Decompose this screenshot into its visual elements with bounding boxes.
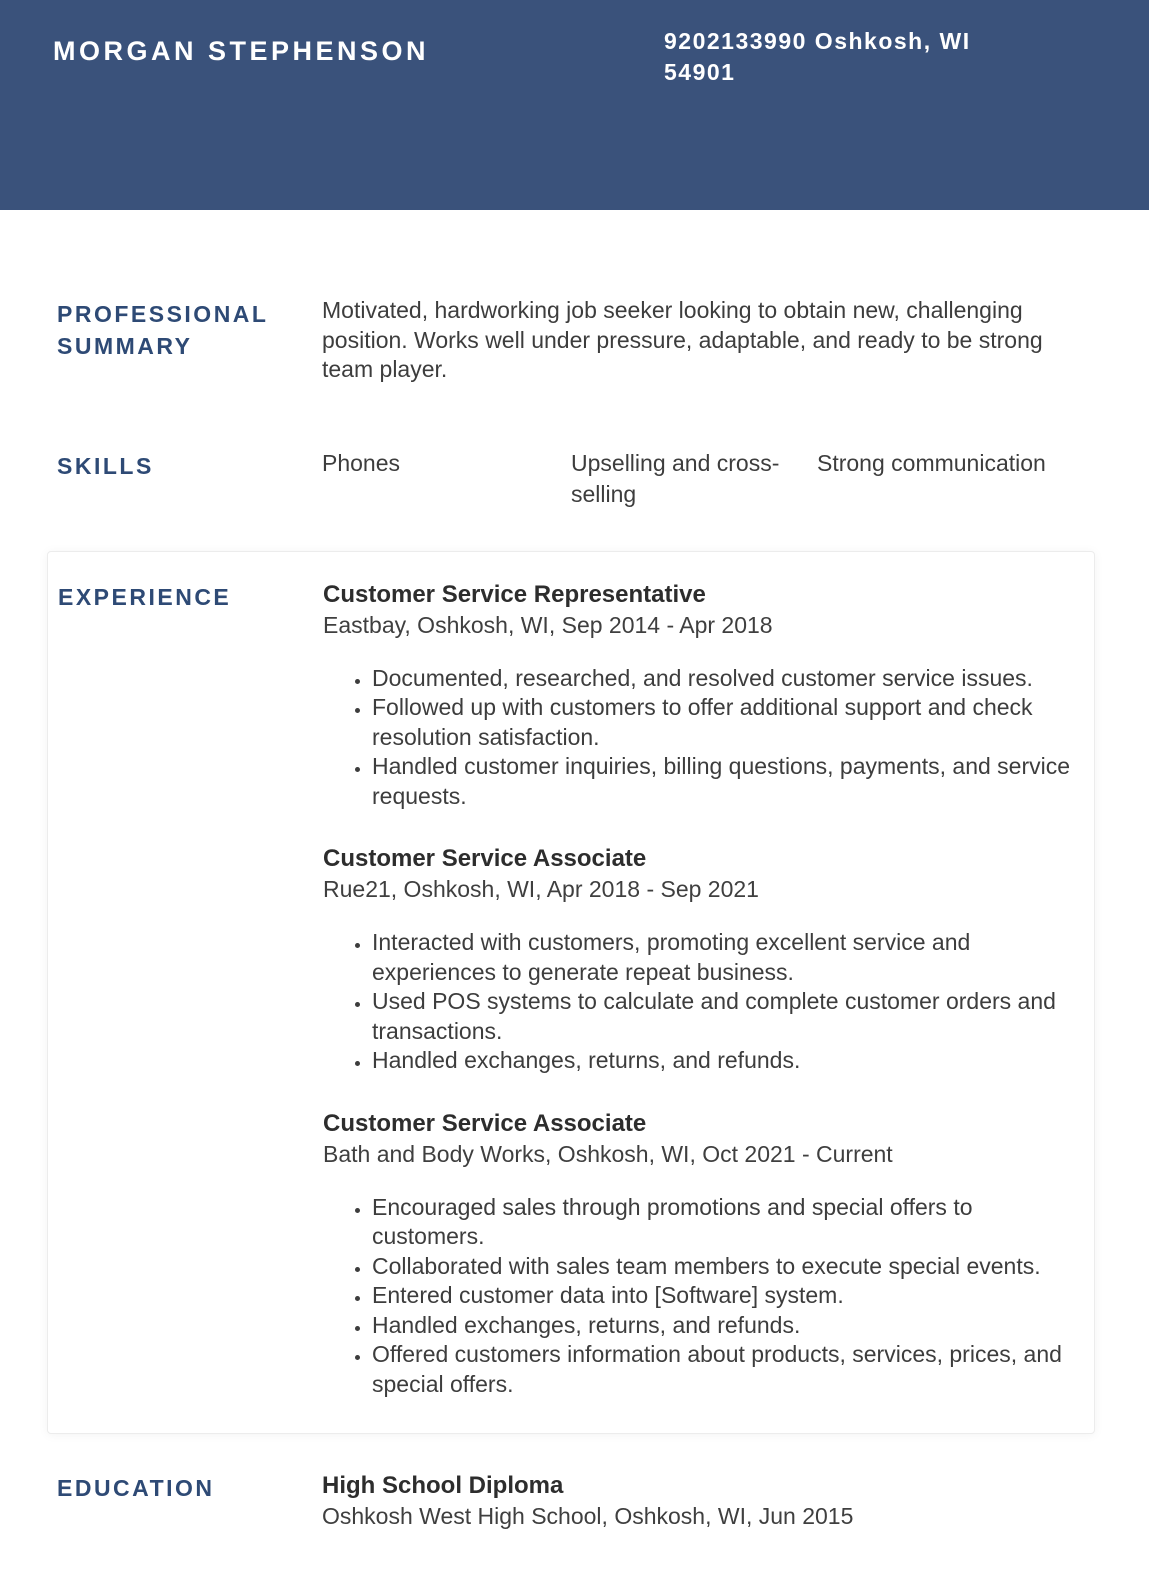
experience-heading: EXPERIENCE	[58, 583, 232, 610]
section-professional-summary	[0, 296, 1149, 385]
resume-body	[0, 296, 1149, 1532]
education-entry	[322, 1470, 1080, 1532]
skill-item: Upselling and cross-selling	[571, 449, 780, 507]
experience-jobs	[323, 579, 1079, 1400]
job-bullet: • Followed up with customers to offer additional support and check resolution satisfaction.	[372, 693, 1079, 752]
job-bullet: • Interacted with customers, promoting excellent service and experiences to generate repeat business.	[372, 928, 1079, 987]
job-bullet: • Entered customer data into [Software] system.	[372, 1281, 1079, 1311]
job-title: Customer Service Associate	[323, 845, 647, 872]
job-entry	[323, 843, 1079, 1076]
job-bullets	[323, 664, 1079, 812]
education-meta: Oshkosh West High School, Oshkosh, WI, Jun 2015	[322, 1503, 854, 1529]
job-meta: Rue21, Oshkosh, WI, Apr 2018 - Sep 2021	[323, 876, 759, 902]
summary-heading: PROFESSIONAL SUMMARY	[57, 301, 269, 359]
job-title: Customer Service Representative	[323, 580, 706, 608]
job-bullet: • Encouraged sales through promotions and special offers to customers.	[372, 1193, 1079, 1252]
summary-text: Motivated, hardworking job seeker looking to obtain new, challenging position. Works well under pressure, adaptable, and ready to be strong team player.	[322, 297, 1043, 382]
job-title: Customer Service Associate	[323, 1109, 647, 1137]
job-bullet: • Used POS systems to calculate and complete customer orders and transactions.	[372, 987, 1079, 1046]
header	[0, 0, 1149, 210]
candidate-name: MORGAN STEPHENSON	[53, 36, 430, 66]
skill-item: Strong communication	[817, 449, 1046, 476]
job-bullets	[323, 1193, 1079, 1400]
job-bullet: • Handled customer inquiries, billing questions, payments, and service requests.	[372, 752, 1079, 811]
job-entry	[323, 579, 1079, 812]
education-degree: High School Diploma	[322, 1472, 564, 1499]
skills-heading: SKILLS	[57, 452, 154, 479]
job-bullet: • Offered customers information about products, services, prices, and special offers.	[372, 1340, 1079, 1399]
section-education	[0, 1470, 1149, 1532]
job-bullet: • Handled exchanges, returns, and refunds.	[372, 1046, 1079, 1076]
job-meta: Eastbay, Oshkosh, WI, Sep 2014 - Apr 2018	[323, 611, 773, 638]
job-entry	[323, 1108, 1079, 1400]
section-skills	[0, 448, 1149, 510]
job-bullet: • Collaborated with sales team members to execute special events.	[372, 1252, 1079, 1282]
education-heading: EDUCATION	[57, 1475, 215, 1501]
contact-info: 9202133990 Oshkosh, WI 54901	[664, 28, 971, 85]
job-bullet: • Handled exchanges, returns, and refunds.	[372, 1311, 1079, 1341]
section-experience	[48, 579, 1094, 1400]
job-bullet: • Documented, researched, and resolved customer service issues.	[372, 664, 1079, 694]
experience-card	[47, 551, 1095, 1435]
job-bullets	[323, 928, 1079, 1076]
skills-list	[322, 448, 1080, 510]
job-meta: Bath and Body Works, Oshkosh, WI, Oct 2021 - Current	[323, 1140, 893, 1167]
skill-item: Phones	[322, 449, 401, 476]
